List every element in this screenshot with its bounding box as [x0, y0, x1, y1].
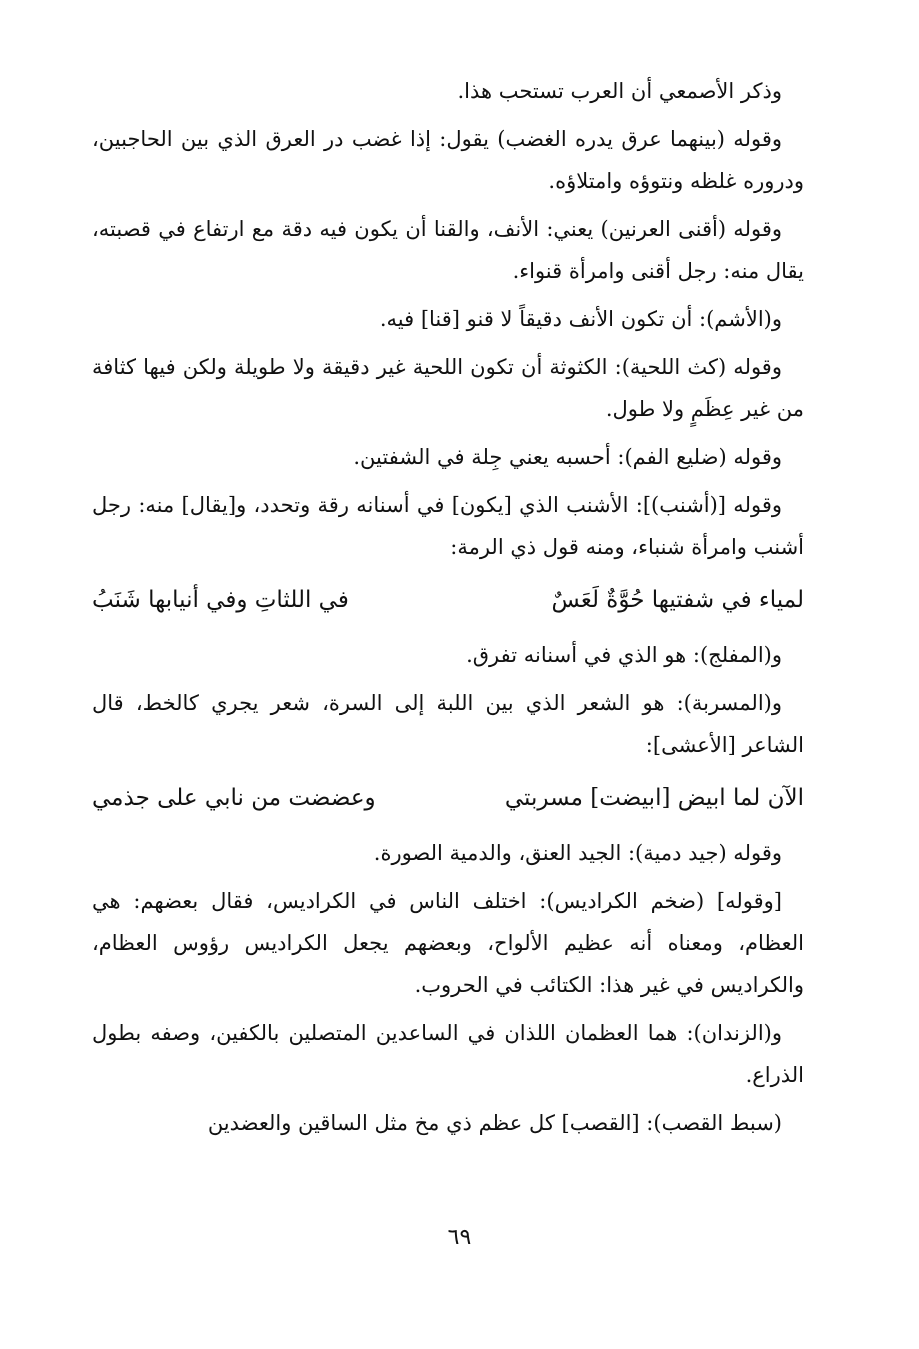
paragraph: وقوله (بينهما عرق يدره الغضب) يقول: إذا غضب در العرق الذي بين الحاجبين، ودروره غلظه ونتوؤه وامتلاؤه.	[92, 127, 804, 193]
paragraph: و(الأشم): أن تكون الأنف دقيقاً لا قنو [قنا] فيه.	[379, 307, 782, 331]
page-body	[92, 70, 804, 1150]
verse-first-hemistich: لمياء في شفتيها حُوَّةٌ لَعَسٌ	[551, 587, 804, 613]
paragraph: [وقوله] (ضخم الكراديس): اختلف الناس في الكراديس، فقال بعضهم: هي العظام، ومعناه أنه عظيم الألواح، وبعضهم يجعل الكراديس رؤوس العظام، والكراديس في غير هذا: الكتائب في الحروب.	[92, 889, 804, 997]
paragraph: وقوله [(أشنب)]: الأشنب الذي [يكون] في أسنانه رقة وتحدد، و[يقال] منه: رجل أشنب وامرأة شنباء، ومنه قول ذي الرمة:	[92, 493, 804, 559]
paragraph: وقوله (جيد دمية): الجيد العنق، والدمية الصورة.	[373, 841, 782, 865]
poetry-verse	[92, 574, 804, 626]
paragraph: وذكر الأصمعي أن العرب تستحب هذا.	[457, 79, 782, 103]
paragraph: و(المسربة): هو الشعر الذي بين اللبة إلى السرة، شعر يجري كالخط، قال الشاعر [الأعشى]:	[92, 691, 804, 757]
paragraph: وقوله (ضليع الفم): أحسبه يعني جِلة في الشفتين.	[353, 445, 782, 469]
paragraph: و(الزندان): هما العظمان اللذان في الساعدين المتصلين بالكفين، وصفه بطول الذراع.	[92, 1021, 804, 1087]
paragraph: (سبط القصب): [القصب] كل عظم ذي مخ مثل الساقين والعضدين	[207, 1111, 782, 1135]
paragraph: وقوله (أقنى العرنين) يعني: الأنف، والقنا أن يكون فيه دقة مع ارتفاع في قصبته، يقال منه: رجل أقنى وامرأة قنواء.	[92, 217, 804, 283]
page-number: ٦٩	[447, 1225, 472, 1250]
verse-first-hemistich: الآن لما ابيض [ابيضت] مسربتي	[504, 785, 804, 811]
verse-second-hemistich: وعضضت من نابي على جذمي	[92, 785, 376, 811]
poetry-verse	[92, 772, 804, 824]
paragraph: وقوله (كث اللحية): الكثوثة أن تكون اللحية غير دقيقة ولا طويلة ولكن فيها كثافة من غير عِظَمٍ ولا طول.	[92, 355, 804, 421]
paragraph: و(المفلج): هو الذي في أسنانه تفرق.	[466, 643, 782, 667]
verse-second-hemistich: في اللثاتِ وفي أنيابها شَنَبُ	[92, 587, 349, 613]
